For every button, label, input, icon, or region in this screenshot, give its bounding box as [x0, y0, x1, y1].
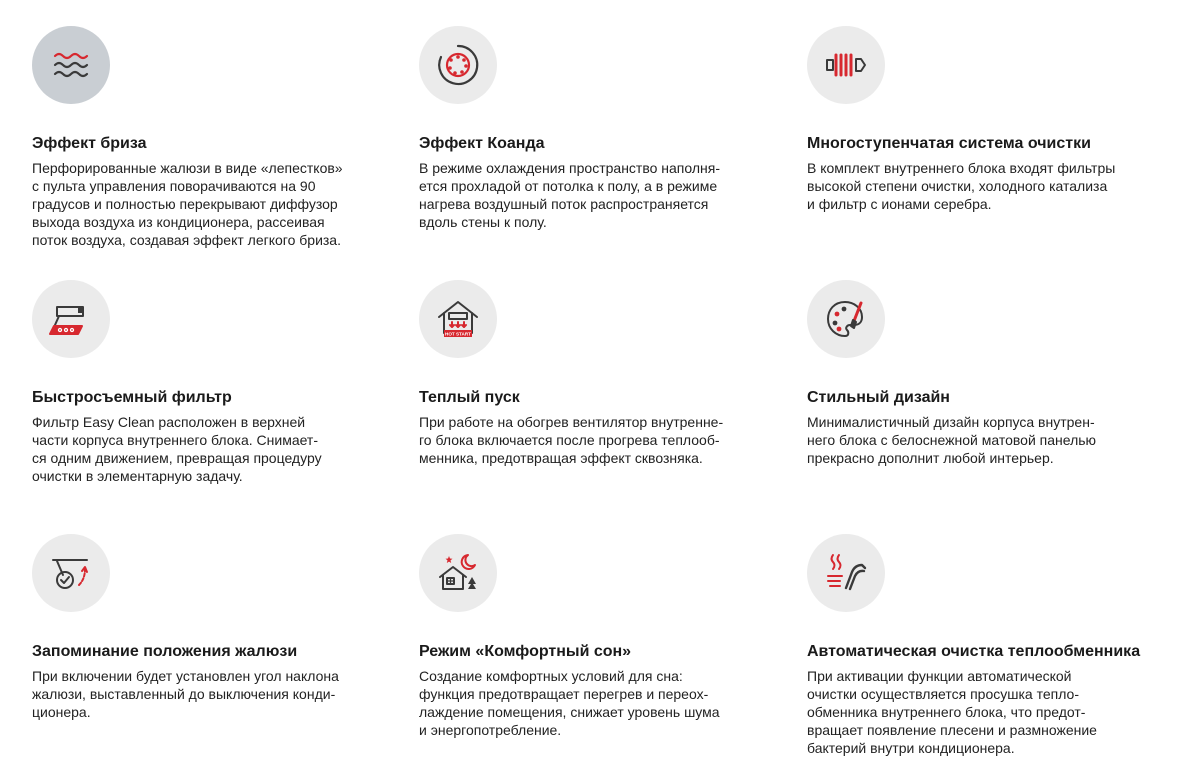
feature-description: При включении будет установлен угол наклона жалюзи, выставленный до выключения конди- ционера.: [32, 668, 339, 720]
feature-louver-memory: [32, 534, 402, 721]
feature-multistage-filter: [807, 26, 1177, 213]
removable-filter-icon: [32, 280, 110, 358]
feature-coanda: [419, 26, 789, 231]
palette-brush-icon: [807, 280, 885, 358]
auto-clean-exchanger-icon: [807, 534, 885, 612]
feature-comfort-sleep: [419, 534, 789, 739]
feature-description: Фильтр Easy Clean расположен в верхней части корпуса внутреннего блока. Снимает- ся одним движением, превращая процедуру очистки в элементарную задачу.: [32, 414, 322, 484]
feature-title: Эффект бриза: [32, 135, 147, 152]
feature-auto-clean: [807, 534, 1177, 757]
feature-stylish-design: [807, 280, 1177, 467]
feature-title: Стильный дизайн: [807, 389, 950, 406]
feature-description: В режиме охлаждения пространство наполня- ется прохладой от потолка к полу, а в режиме нагрева воздушный поток распространяется вдоль стены к полу.: [419, 160, 721, 230]
feature-title: Теплый пуск: [419, 389, 520, 406]
feature-description: При активации функции автоматической очистки осуществляется просушка тепло- обменника внутреннего блока, что предот- вращает появление плесени и размножение бактерий внутри кондиционера.: [807, 668, 1097, 756]
feature-title: Эффект Коанда: [419, 135, 545, 152]
feature-title: Режим «Комфортный сон»: [419, 643, 632, 660]
hot-start-badge: HOT START: [445, 331, 471, 337]
feature-title: Многоступенчатая система очистки: [807, 135, 1091, 152]
feature-title: Автоматическая очистка теплообменника: [807, 643, 1141, 660]
feature-description: Перфорированные жалюзи в виде «лепестков» с пульта управления поворачиваются на 90 градусов и полностью перекрывают диффузор выхода воздуха из кондиционера, рассеивая поток воздуха, создавая эффект легкого бриза.: [32, 160, 343, 248]
feature-description: При работе на обогрев вентилятор внутренне- го блока включается после прогрева теплооб- менника, предотвращая эффект сквозняка.: [419, 414, 724, 466]
sleep-moon-house-icon: [419, 534, 497, 612]
breeze-waves-icon: [32, 26, 110, 104]
feature-description: Создание комфортных условий для сна: функция предотвращает перегрев и переох- лаждение помещения, снижает уровень шума и энергопотребление.: [419, 668, 720, 738]
feature-title: Быстросъемный фильтр: [32, 389, 232, 406]
feature-breeze: [32, 26, 402, 249]
multistage-filter-icon: [807, 26, 885, 104]
feature-removable-filter: [32, 280, 402, 485]
feature-title: Запоминание положения жалюзи: [32, 643, 298, 660]
hot-start-house-icon: [419, 280, 497, 358]
feature-hot-start: [419, 280, 789, 467]
coanda-circle-icon: [419, 26, 497, 104]
feature-description: Минималистичный дизайн корпуса внутрен- него блока с белоснежной матовой панелью прекрасно дополнит любой интерьер.: [807, 414, 1097, 466]
feature-description: В комплект внутреннего блока входят фильтры высокой степени очистки, холодного катализа и фильтр с ионами серебра.: [807, 160, 1116, 212]
louver-memory-icon: [32, 534, 110, 612]
